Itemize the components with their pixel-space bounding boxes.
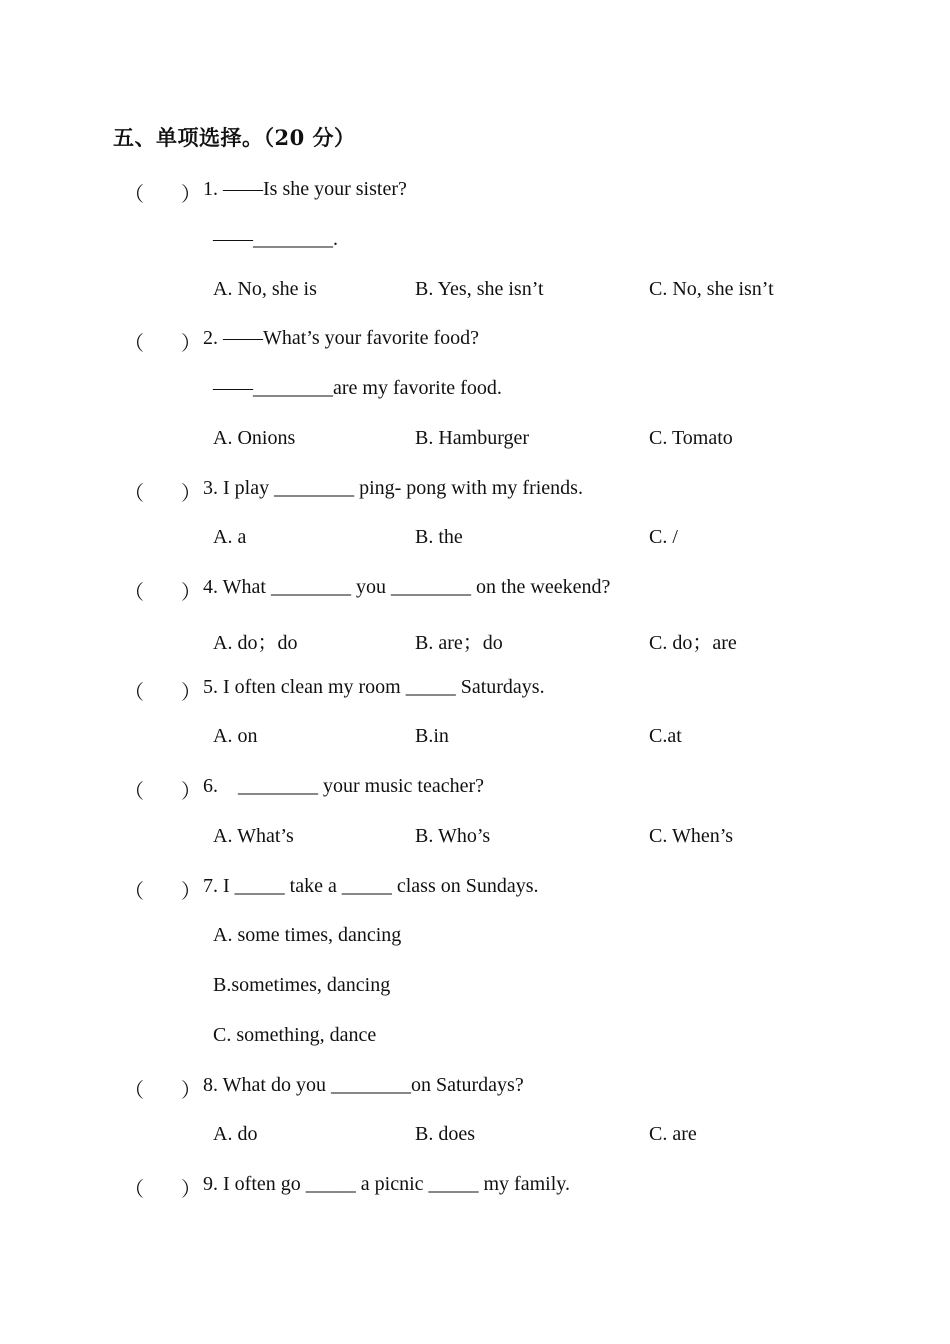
option-a: A. a [213, 526, 247, 548]
option-c: C. do；are [649, 632, 737, 654]
answer-paren-right: ） [181, 1080, 201, 1102]
option-a: A. No, she is [213, 278, 317, 300]
question-text: 9. I often go _____ a picnic _____ my family. [203, 1173, 570, 1195]
question-text: 3. I play ________ ping- pong with my friends. [203, 477, 583, 499]
answer-paren-right: ） [181, 1179, 201, 1201]
option-b: B.in [415, 725, 449, 747]
answer-paren-left: （ [124, 184, 144, 206]
answer-paren-right: ） [181, 483, 201, 505]
answer-paren-right: ） [181, 881, 201, 903]
option-b: B. does [415, 1123, 475, 1145]
question-text: 1. ——Is she your sister? [203, 178, 407, 200]
option-a: A. Onions [213, 427, 296, 449]
answer-paren-left: （ [124, 333, 144, 355]
option-c: C. Tomato [649, 427, 733, 449]
response-line: ——________are my favorite food. [213, 377, 502, 399]
answer-paren-left: （ [124, 483, 144, 505]
section-title: 五、单项选择。（20 分） [113, 125, 356, 150]
option-c: C.at [649, 725, 682, 747]
question-text: 5. I often clean my room _____ Saturdays. [203, 676, 545, 698]
option-c: C. are [649, 1123, 697, 1145]
answer-paren-left: （ [124, 781, 144, 803]
option-c: C. When’s [649, 825, 734, 847]
option-b: B. Yes, she isn’t [415, 278, 544, 300]
answer-paren-right: ） [181, 333, 201, 355]
answer-paren-left: （ [124, 1179, 144, 1201]
question-text: 2. ——What’s your favorite food? [203, 327, 480, 349]
option-c: C. something, dance [213, 1024, 377, 1046]
option-c: C. / [649, 526, 678, 548]
option-c: C. No, she isn’t [649, 278, 774, 300]
option-a: A. What’s [213, 825, 294, 847]
option-a: A. do；do [213, 632, 298, 654]
option-a: A. some times, dancing [213, 924, 402, 946]
question-text: 8. What do you ________on Saturdays? [203, 1074, 524, 1096]
option-b: B. the [415, 526, 463, 548]
option-a: A. on [213, 725, 258, 747]
answer-paren-left: （ [124, 582, 144, 604]
option-b: B. Hamburger [415, 427, 530, 449]
answer-paren-left: （ [124, 881, 144, 903]
option-b: B.sometimes, dancing [213, 974, 391, 996]
option-a: A. do [213, 1123, 258, 1145]
answer-paren-right: ） [181, 184, 201, 206]
question-text: 6. ________ your music teacher? [203, 775, 485, 797]
option-b: B. Who’s [415, 825, 491, 847]
answer-paren-right: ） [181, 582, 201, 604]
answer-paren-left: （ [124, 682, 144, 704]
answer-paren-right: ） [181, 682, 201, 704]
question-text: 7. I _____ take a _____ class on Sundays. [203, 875, 539, 897]
answer-paren-right: ） [181, 781, 201, 803]
option-b: B. are；do [415, 632, 503, 654]
response-line: ——________. [213, 228, 338, 250]
question-text: 4. What ________ you ________ on the weekend? [203, 576, 611, 598]
answer-paren-left: （ [124, 1080, 144, 1102]
